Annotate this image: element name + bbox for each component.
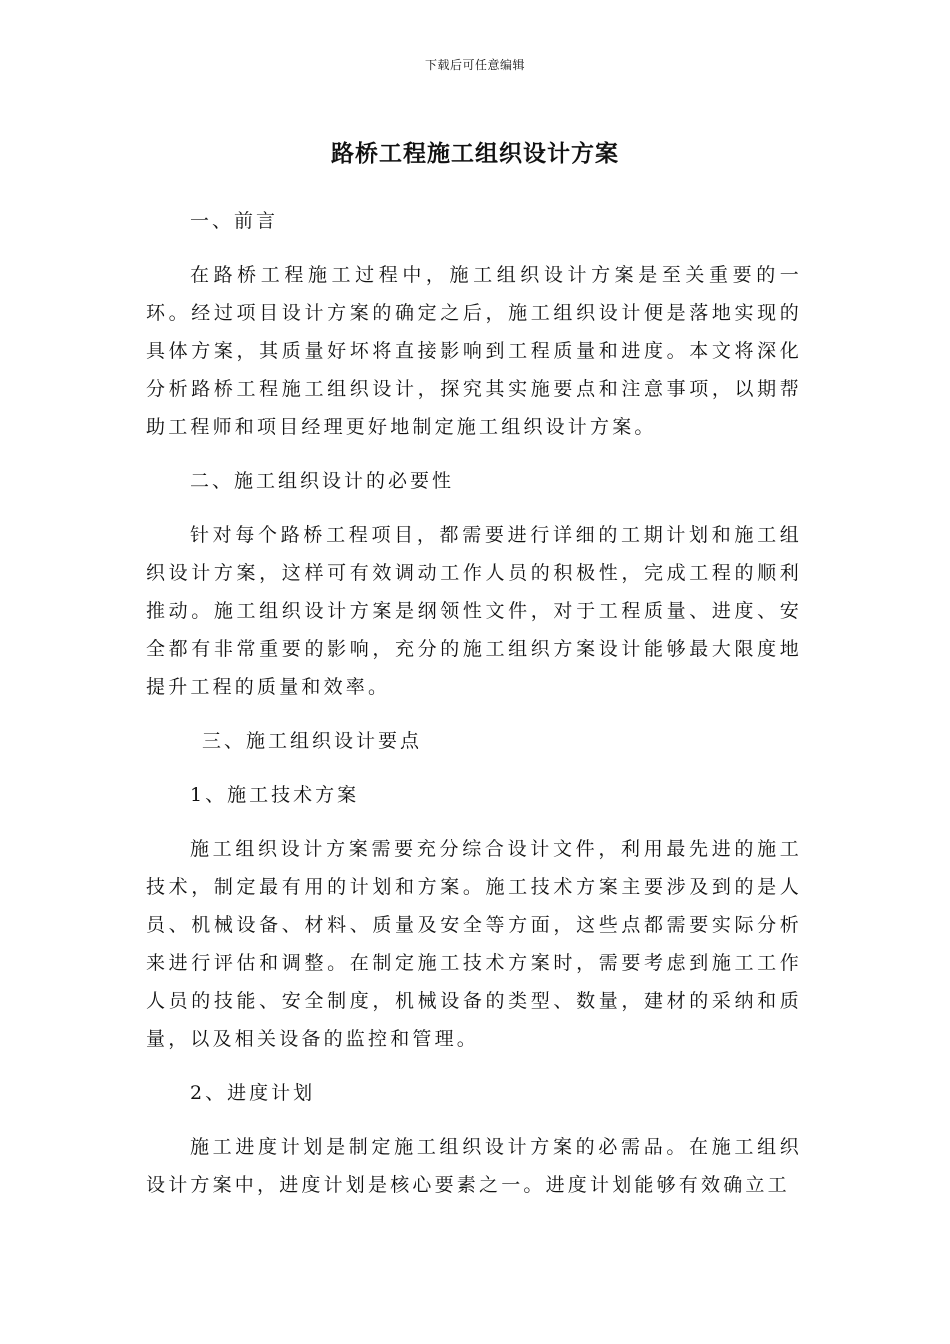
- paragraph-schedule: 施工进度计划是制定施工组织设计方案的必需品。在施工组织设计方案中，进度计划是核心要素之一。进度计划能够有效确立工: [146, 1136, 802, 1196]
- section-heading-preface: 一、前言: [190, 210, 279, 232]
- paragraph-necessity: 针对每个路桥工程项目，都需要进行详细的工期计划和施工组织设计方案，这样可有效调动工作人员的积极性，完成工程的顺利推动。施工组织设计方案是纲领性文件，对于工程质量、进度、安全都有非常重要的影响，充分的施工组织方案设计能够最大限度地提升工程的质量和效率。: [146, 524, 802, 698]
- section-heading-necessity: 二、施工组织设计的必要性: [190, 470, 455, 492]
- paragraph-technical-plan: 施工组织设计方案需要充分综合设计文件，利用最先进的施工技术，制定最有用的计划和方案。施工技术方案主要涉及到的是人员、机械设备、材料、质量及安全等方面，这些点都需要实际分析来进行评估和调整。在制定施工技术方案时，需要考虑到施工工作人员的技能、安全制度，机械设备的类型、数量，建材的采纳和质量，以及相关设备的监控和管理。: [146, 838, 802, 1050]
- paragraph-preface: 在路桥工程施工过程中，施工组织设计方案是至关重要的一环。经过项目设计方案的确定之后，施工组织设计便是落地实现的具体方案，其质量好坏将直接影响到工程质量和进度。本文将深化分析路桥工程施工组织设计，探究其实施要点和注意事项，以期帮助工程师和项目经理更好地制定施工组织设计方案。: [146, 264, 802, 438]
- document-title: 路桥工程施工组织设计方案: [331, 141, 619, 167]
- document-body: [146, 202, 802, 1220]
- subsection-heading-technical-plan: 1、施工技术方案: [190, 784, 360, 806]
- subsection-heading-schedule: 2、进度计划: [190, 1082, 316, 1104]
- section-heading-key-points: 三、施工组织设计要点: [202, 730, 423, 752]
- header-note: 下载后可任意编辑: [424, 58, 525, 72]
